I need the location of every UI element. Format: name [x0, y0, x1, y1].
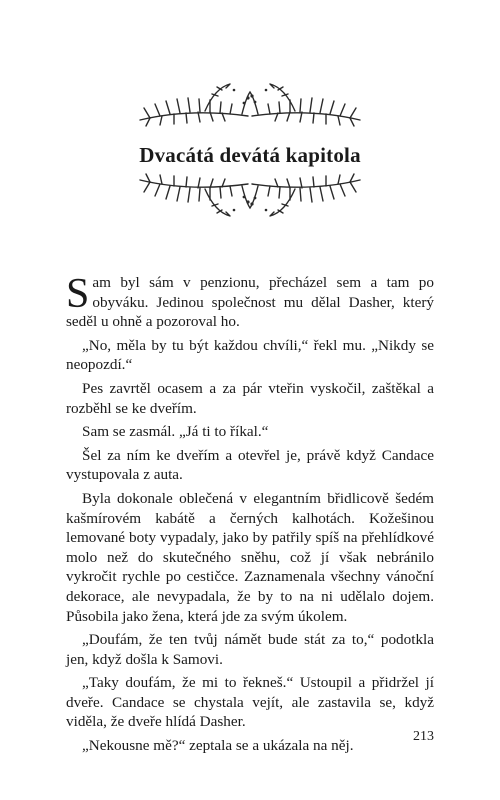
paragraph: „Nekousne mě?“ zeptala se a ukázala na něj.	[82, 737, 354, 755]
paragraph: Šel za ním ke dveřím a otevřel je, právě když Candace vystupovala z auta.	[66, 446, 434, 484]
paragraph: Byla dokonale oblečená v elegantním břidlicově šedém kašmírovém kabátě a černých kalhotách. Kožešinou lemované boty vypadaly, jako by patřily spíš na přehlídkové molo než do skutečného sněhu, což jí však nebránilo vykročit rychle po cestičce. Zaznamenala všechny vánoční dekorace, ale nevypadala, že by to na ni udělalo dojem. Působila jako žena, která jde za svým úkolem.	[66, 489, 434, 625]
chapter-body	[66, 273, 434, 760]
paragraph: „Doufám, že ten tvůj námět bude stát za to,“ podotkla jen, když došla k Samovi.	[66, 631, 434, 668]
paragraph: „No, měla by tu být každou chvíli,“ řekl mu. „Nikdy se neopozdí.“	[66, 336, 434, 374]
pine-branch-ornament-top	[130, 78, 370, 128]
pine-branch-icon	[130, 172, 370, 222]
paragraph-text: am byl sám v penzionu, přecházel sem a tam po obyváku. Jedinou společnost mu dělal Dasher, který seděl u ohně a pozoroval ho.	[66, 274, 434, 331]
paragraph: „Taky doufám, že mi to řekneš.“ Ustoupil a přidržel jí dveře. Candace se chystala vejít, ale zastavila se, když viděla, že dveře hlídá Dasher.	[66, 674, 434, 731]
pine-branch-icon	[130, 78, 370, 128]
chapter-title: Dvacátá devátá kapitola	[139, 143, 361, 167]
drop-cap: S	[66, 271, 90, 317]
paragraph	[66, 273, 434, 332]
pine-branch-ornament-bottom	[130, 172, 370, 222]
paragraph: Sam se zasmál. „Já ti to říkal.“	[82, 423, 269, 441]
paragraph: Pes zavrtěl ocasem a za pár vteřin vyskočil, zaštěkal a rozběhl se ke dveřím.	[66, 379, 434, 417]
page-number: 213	[413, 729, 434, 744]
